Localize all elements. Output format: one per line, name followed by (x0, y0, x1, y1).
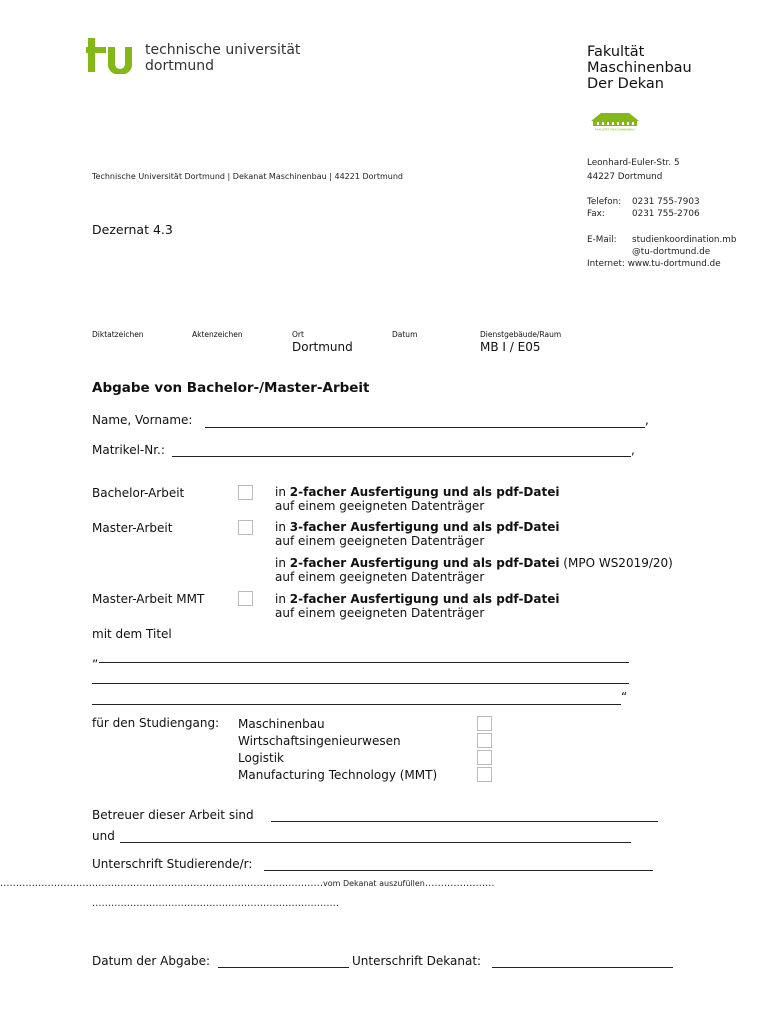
studiengang-label: für den Studiengang: (92, 716, 220, 730)
master-option-2fach-mpo: in 2-facher Ausfertigung und als pdf-Datei (MPO WS2019/20) auf einem geeigneten Datenträger (275, 556, 673, 584)
recipient: Dezernat 4.3 (92, 222, 173, 237)
name-field[interactable] (205, 427, 645, 428)
quote-open: „ (92, 650, 99, 664)
und-label: und (92, 829, 115, 843)
master-label: Master-Arbeit (92, 521, 173, 535)
faculty-building-logo (587, 107, 643, 131)
titel-line-3[interactable] (92, 704, 621, 705)
ref-aktenzeichen: Aktenzeichen (192, 330, 243, 339)
faculty-address: Leonhard-Euler-Str. 5 44227 Dortmund (587, 158, 680, 182)
sender-line: Technische Universität Dortmund | Dekanat Maschinenbau | 44221 Dortmund (92, 172, 403, 181)
dekanat-dotted-line: …………………………………………………………………… (92, 898, 339, 909)
ref-datum-label: Datum (392, 330, 418, 339)
mmt-label: Master-Arbeit MMT (92, 592, 205, 606)
studiengang-wiing: Wirtschaftsingenieurwesen (238, 734, 401, 748)
phone-fax: Telefon: 0231 755-7903 Fax: 0231 755-2706 (587, 197, 700, 219)
dekanat-separator: …………………………………………………………………………………………vom Dekanat auszufüllen…………………. (0, 878, 495, 889)
titel-label: mit dem Titel (92, 627, 172, 641)
unterschrift-field[interactable] (264, 870, 653, 871)
checkbox-maschinenbau[interactable] (477, 716, 492, 731)
betreuer-field-2[interactable] (120, 842, 631, 843)
svg-text:FAKULTÄT MASCHINENBAU: FAKULTÄT MASCHINENBAU (595, 127, 635, 131)
name-comma: , (645, 413, 649, 427)
unterschrift-label: Unterschrift Studierende/r: (92, 857, 253, 871)
master-checkbox[interactable] (238, 520, 253, 535)
email-internet: E-Mail: studienkoordination.mb @tu-dortmund.de Internet: www.tu-dortmund.de (587, 235, 737, 269)
ref-ort-label: Ort (292, 330, 304, 339)
bachelor-checkbox[interactable] (238, 485, 253, 500)
email-link[interactable]: studienkoordination.mb (632, 235, 737, 245)
tu-dortmund-logo (86, 38, 134, 74)
bachelor-label: Bachelor-Arbeit (92, 486, 185, 500)
master-option-3fach: in 3-facher Ausfertigung und als pdf-Datei auf einem geeigneten Datenträger (275, 520, 560, 548)
mmt-checkbox[interactable] (238, 591, 253, 606)
ref-ort-value: Dortmund (292, 340, 353, 354)
ref-raum-value: MB I / E05 (480, 340, 541, 354)
titel-line-2[interactable] (92, 683, 629, 684)
betreuer-label: Betreuer dieser Arbeit sind (92, 808, 254, 822)
studiengang-list (238, 716, 437, 784)
datum-abgabe-field[interactable] (218, 967, 349, 968)
quote-close: “ (621, 690, 628, 704)
unterschrift-dekanat-label: Unterschrift Dekanat: (352, 954, 482, 968)
checkbox-wiing[interactable] (477, 733, 492, 748)
titel-line-1[interactable] (99, 662, 629, 663)
matrikel-field[interactable] (172, 456, 631, 457)
checkbox-mmt[interactable] (477, 767, 492, 782)
faculty-block: Fakultät Maschinenbau Der Dekan (587, 44, 692, 92)
studiengang-logistik: Logistik (238, 751, 285, 765)
website-link[interactable]: www.tu-dortmund.de (627, 259, 721, 269)
university-name: technische universität dortmund (145, 42, 301, 74)
ref-diktatzeichen: Diktatzeichen (92, 330, 144, 339)
name-label: Name, Vorname: (92, 413, 193, 427)
ref-raum-label: Dienstgebäude/Raum (480, 330, 562, 339)
matrikel-label: Matrikel-Nr.: (92, 443, 165, 457)
form-title: Abgabe von Bachelor-/Master-Arbeit (92, 380, 370, 396)
studiengang-mmt: Manufacturing Technology (MMT) (238, 768, 438, 782)
studiengang-maschinenbau: Maschinenbau (238, 717, 325, 731)
mmt-option-text: in 2-facher Ausfertigung und als pdf-Datei auf einem geeigneten Datenträger (275, 592, 560, 620)
checkbox-logistik[interactable] (477, 750, 492, 765)
bachelor-option-text: in 2-facher Ausfertigung und als pdf-Datei auf einem geeigneten Datenträger (275, 485, 560, 513)
matrikel-comma: , (631, 443, 635, 457)
unterschrift-dekanat-field[interactable] (492, 967, 673, 968)
betreuer-field[interactable] (271, 821, 658, 822)
datum-abgabe-label: Datum der Abgabe: (92, 954, 210, 968)
